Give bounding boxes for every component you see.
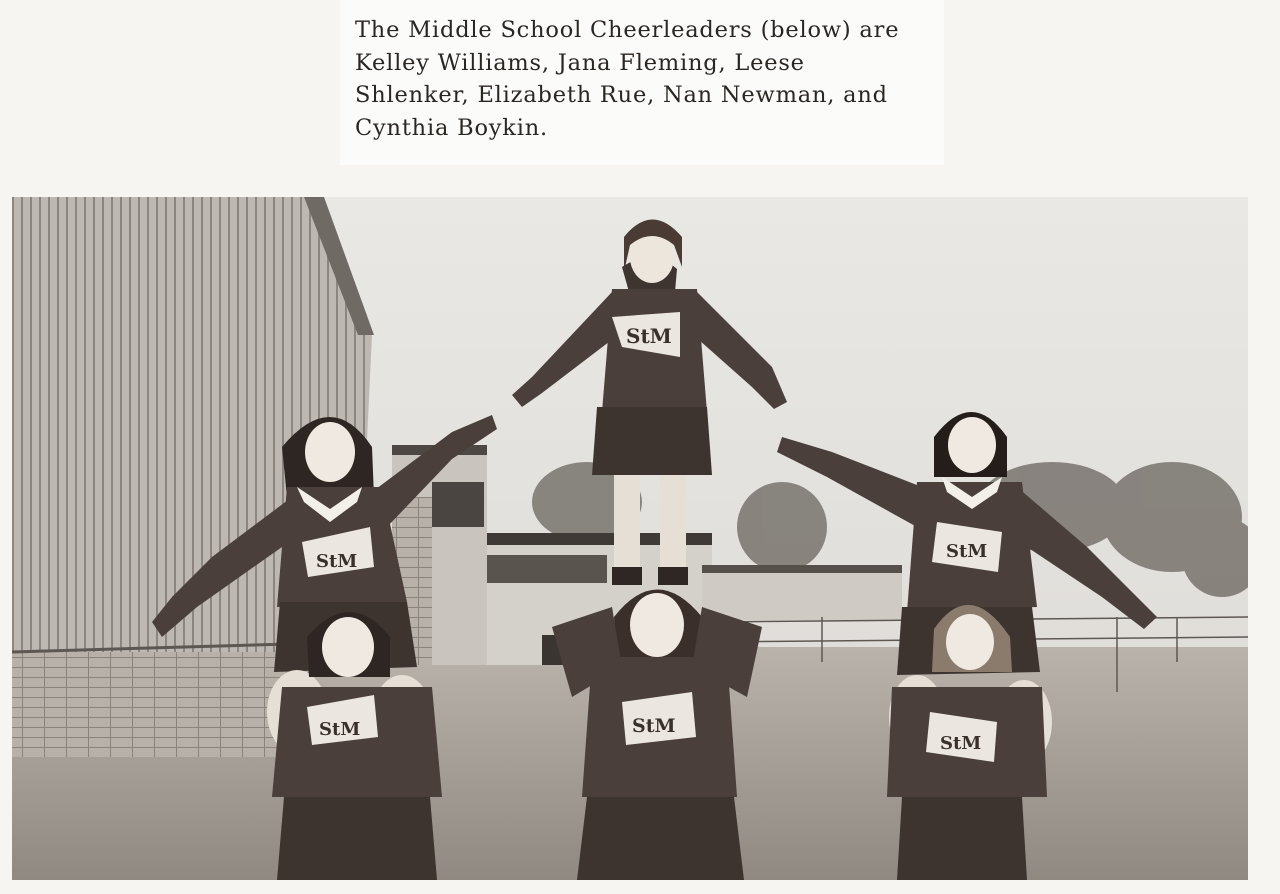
caption-line: Cynthia Boykin. <box>355 114 548 141</box>
svg-text:StM: StM <box>626 324 672 348</box>
photo-caption <box>355 14 927 144</box>
svg-text:StM: StM <box>946 541 988 562</box>
caption-line: Shlenker, Elizabeth Rue, Nan Newman, and <box>355 82 888 109</box>
svg-text:StM: StM <box>319 719 361 740</box>
svg-text:StM: StM <box>632 715 676 737</box>
cheerleader-pyramid-photo <box>12 197 1248 880</box>
caption-line: Kelley Williams, Jana Fleming, Leese <box>355 49 805 76</box>
svg-text:StM: StM <box>940 733 982 754</box>
svg-text:StM: StM <box>316 551 358 572</box>
caption-line: The Middle School Cheerleaders (below) are <box>355 17 900 43</box>
